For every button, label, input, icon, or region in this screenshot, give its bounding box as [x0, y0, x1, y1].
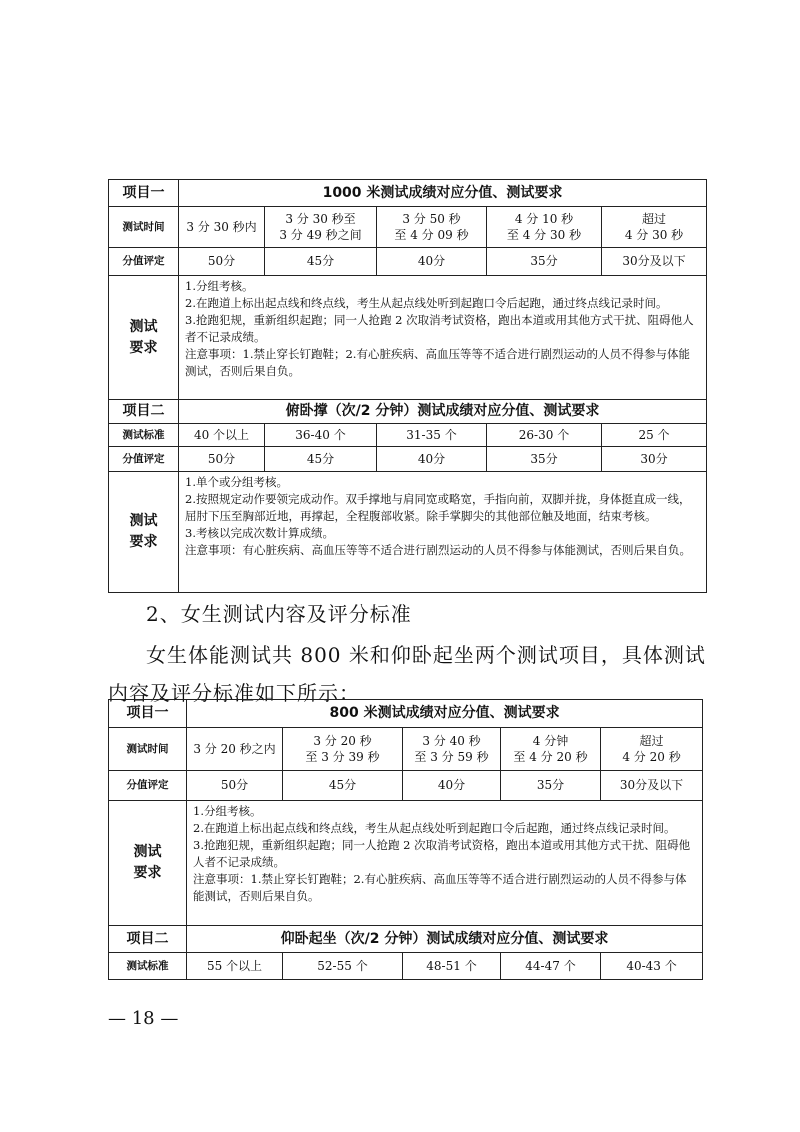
score-row	[109, 248, 707, 276]
standard-cell: 31-35 个	[377, 424, 487, 447]
female-test-table	[108, 699, 703, 980]
project-label: 项目二	[109, 926, 187, 953]
project-label: 项目一	[109, 180, 179, 207]
project-label: 项目一	[109, 700, 187, 728]
time-row	[109, 728, 703, 771]
requirements-row	[109, 276, 707, 400]
score-cell: 45分	[265, 447, 377, 472]
score-cell: 35分	[501, 771, 601, 801]
score-cell: 45分	[265, 248, 377, 276]
section-header-row	[109, 700, 703, 728]
standard-row	[109, 953, 703, 980]
time-cell: 3 分 40 秒 至 3 分 59 秒	[403, 728, 501, 771]
section-heading: 2、女生测试内容及评分标准	[146, 602, 412, 626]
requirements-text: 1.分组考核。 2.在跑道上标出起点线和终点线，考生从起点线处听到起跑口令后起跑，通过终点线记录时间。 3.抢跑犯规，重新组织起跑；同一人抢跑 2 次取消考试资格，跑出本道或用其他方式干扰、阻碍他人者不记录成绩。 注意事项：1.禁止穿长钉跑鞋；2.有心脏疾病、高血压等等不适合进行剧烈运动的人员不得参与体能测试，否则后果自负。	[179, 276, 707, 400]
section-title: 俯卧撑（次/2 分钟）测试成绩对应分值、测试要求	[179, 400, 707, 424]
project-label: 项目二	[109, 400, 179, 424]
standard-cell: 48-51 个	[403, 953, 501, 980]
standard-cell: 44-47 个	[501, 953, 601, 980]
score-cell: 30分	[602, 447, 707, 472]
requirements-row	[109, 472, 707, 593]
score-cell: 50分	[179, 447, 265, 472]
row-label: 测试时间	[109, 207, 179, 248]
standard-cell: 36-40 个	[265, 424, 377, 447]
standard-cell: 40-43 个	[601, 953, 703, 980]
requirements-label: 测试 要求	[109, 472, 179, 593]
score-cell: 40分	[377, 248, 487, 276]
time-cell: 4 分 10 秒 至 4 分 30 秒	[487, 207, 602, 248]
row-label: 分值评定	[109, 447, 179, 472]
row-label: 测试时间	[109, 728, 187, 771]
requirements-row	[109, 801, 703, 926]
section-title: 800 米测试成绩对应分值、测试要求	[187, 700, 703, 728]
score-cell: 40分	[403, 771, 501, 801]
time-cell: 3 分 30 秒至 3 分 49 秒之间	[265, 207, 377, 248]
time-cell: 超过 4 分 30 秒	[602, 207, 707, 248]
score-cell: 40分	[377, 447, 487, 472]
score-cell: 35分	[487, 447, 602, 472]
score-cell: 45分	[283, 771, 403, 801]
standard-cell: 52-55 个	[283, 953, 403, 980]
time-cell: 3 分 50 秒 至 4 分 09 秒	[377, 207, 487, 248]
page-number: — 18 —	[108, 1008, 179, 1029]
requirements-text: 1.分组考核。 2.在跑道上标出起点线和终点线，考生从起点线处听到起跑口令后起跑，通过终点线记录时间。 3.抢跑犯规，重新组织起跑；同一人抢跑 2 次取消考试资格，跑出本道或用其他方式干扰、阻碍他人者不记录成绩。 注意事项：1.禁止穿长钉跑鞋；2.有心脏疾病、高血压等等不适合进行剧烈运动的人员不得参与体能测试，否则后果自负。	[187, 801, 703, 926]
section-title: 1000 米测试成绩对应分值、测试要求	[179, 180, 707, 207]
requirements-text: 1.单个或分组考核。 2.按照规定动作要领完成动作。双手撑地与肩同宽或略宽，手指向前，双脚并拢，身体挺直成一线，屈肘下压至胸部近地，再撑起，全程腹部收紧。除手掌脚尖的其他部位触及地面，结束考核。 3.考核以完成次数计算成绩。 注意事项：有心脏疾病、高血压等等不适合进行剧烈运动的人员不得参与体能测试，否则后果自负。	[179, 472, 707, 593]
standard-cell: 40 个以上	[179, 424, 265, 447]
score-cell: 50分	[179, 248, 265, 276]
row-label: 测试标准	[109, 953, 187, 980]
standard-cell: 55 个以上	[187, 953, 283, 980]
standard-cell: 26-30 个	[487, 424, 602, 447]
time-cell: 超过 4 分 20 秒	[601, 728, 703, 771]
score-cell: 50分	[187, 771, 283, 801]
section-title: 仰卧起坐（次/2 分钟）测试成绩对应分值、测试要求	[187, 926, 703, 953]
male-test-table	[108, 179, 707, 593]
time-cell: 3 分 20 秒之内	[187, 728, 283, 771]
time-row	[109, 207, 707, 248]
section-header-row	[109, 400, 707, 424]
section-header-row	[109, 926, 703, 953]
requirements-label: 测试 要求	[109, 801, 187, 926]
row-label: 分值评定	[109, 771, 187, 801]
standard-cell: 25 个	[602, 424, 707, 447]
score-cell: 35分	[487, 248, 602, 276]
requirements-label: 测试 要求	[109, 276, 179, 400]
score-cell: 30分及以下	[602, 248, 707, 276]
time-cell: 4 分钟 至 4 分 20 秒	[501, 728, 601, 771]
score-row	[109, 447, 707, 472]
time-cell: 3 分 30 秒内	[179, 207, 265, 248]
row-label: 分值评定	[109, 248, 179, 276]
score-row	[109, 771, 703, 801]
time-cell: 3 分 20 秒 至 3 分 39 秒	[283, 728, 403, 771]
score-cell: 30分及以下	[601, 771, 703, 801]
section-header-row	[109, 180, 707, 207]
row-label: 测试标准	[109, 424, 179, 447]
standard-row	[109, 424, 707, 447]
intro-paragraph: 女生体能测试共 800 米和仰卧起坐两个测试项目，具体测试内容及评分标准如下所示：	[108, 643, 706, 705]
